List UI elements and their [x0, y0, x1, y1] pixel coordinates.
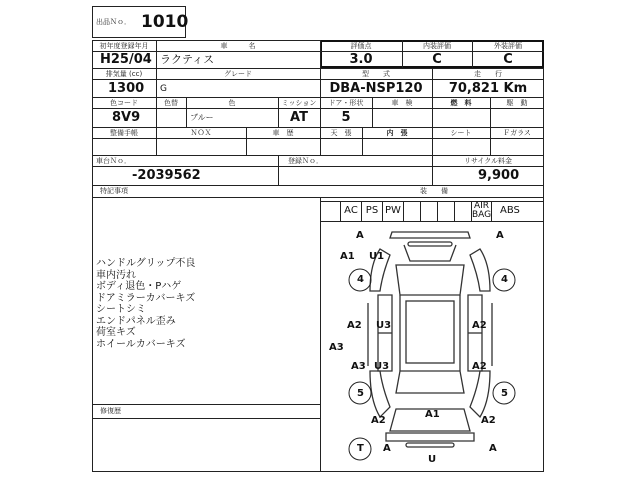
note-item: シートシミ — [96, 304, 146, 315]
equipment-cell — [421, 201, 438, 221]
interior-grade: C — [432, 52, 442, 67]
equipment-label: 装 備 — [420, 187, 448, 195]
damage-mark: A2 — [347, 320, 362, 331]
first-registration-label: 初年度登録年月 — [99, 42, 149, 50]
registration-number-label: 登録Ｎｏ． — [288, 157, 323, 165]
mileage-label: 走 行 — [474, 70, 502, 78]
fuel-label: 燃 料 — [450, 99, 472, 107]
interior-trim-label: 内 張 — [386, 129, 408, 137]
damage-mark: U1 — [369, 251, 385, 262]
damage-mark: A2 — [472, 361, 487, 372]
equipment-cell-airbag: AIR BAG — [472, 201, 492, 220]
note-item: ボディ退色・Pハゲ — [96, 281, 182, 292]
note-item: 荷室キズ — [96, 327, 136, 338]
headliner-label: 天 張 — [330, 129, 352, 137]
equipment-cell: PW — [383, 201, 404, 221]
recycle-fee-label: リサイクル料金 — [463, 157, 513, 165]
damage-mark: A3 — [351, 361, 366, 372]
damage-mark: T — [357, 443, 364, 454]
recycle-fee: 9,900 — [478, 168, 520, 183]
interior-grade-label: 内装評価 — [423, 42, 451, 50]
note-item: エンドパネル歪み — [96, 315, 176, 327]
service-book-label: 整備手帳 — [110, 129, 138, 137]
doors-label: ドア・形状 — [328, 99, 364, 107]
damage-mark: A — [383, 443, 391, 454]
grade: G — [160, 84, 167, 94]
color-code-label: 色コード — [110, 99, 138, 107]
damage-mark: A1 — [425, 409, 440, 420]
grade-label: グレード — [224, 70, 252, 78]
wheel-mark: 5 — [357, 388, 364, 399]
special-notes-list — [96, 258, 318, 350]
damage-mark: A — [356, 230, 364, 241]
color-change-label: 色替 — [164, 99, 178, 107]
drive-label: 駆 動 — [506, 99, 528, 107]
exterior-grade: C — [503, 52, 513, 67]
inspection-label: 車 検 — [391, 99, 413, 107]
damage-mark: U — [428, 454, 437, 465]
wheel-mark: 4 — [357, 274, 364, 285]
nox-label: ＮＯＸ — [190, 129, 212, 137]
equipment-cell: AC — [341, 201, 362, 221]
model-code-label: 型 式 — [362, 70, 390, 78]
lot-number: 1010 — [141, 12, 189, 32]
model-code: DBA-NSP120 — [329, 81, 423, 96]
windshield-label: Ｆガラス — [503, 129, 531, 137]
damage-mark: A — [489, 443, 497, 454]
car-name-label: 車 名 — [220, 42, 256, 50]
score-label: 評価点 — [350, 42, 372, 50]
damage-mark: A2 — [481, 415, 496, 426]
equipment-cell — [438, 201, 455, 221]
doors: 5 — [341, 110, 351, 125]
special-notes-label: 特記事項 — [100, 187, 128, 195]
mileage: 70,821 Km — [448, 81, 528, 96]
transmission: AT — [290, 110, 308, 125]
score: 3.0 — [349, 52, 373, 67]
exterior-grade-label: 外装評価 — [494, 42, 522, 50]
transmission-label: ミッション — [281, 99, 317, 107]
color-label: 色 — [228, 99, 236, 107]
note-item: ハンドルグリップ不良 — [96, 258, 196, 269]
first-registration: H25/04 — [100, 52, 152, 67]
displacement-label: 排気量 (cc) — [105, 70, 143, 78]
displacement: 1300 — [108, 81, 145, 96]
note-item: ホイールカバーキズ — [96, 338, 186, 350]
note-item: 車内汚れ — [96, 269, 136, 281]
damage-mark: A2 — [472, 320, 487, 331]
car-history-label: 車 歴 — [272, 129, 294, 137]
color-code: 8V9 — [112, 110, 141, 125]
color: ブルー — [190, 113, 214, 122]
damage-mark: U3 — [376, 320, 392, 331]
damage-mark: A — [496, 230, 504, 241]
seat-label: シート — [450, 129, 472, 137]
repair-history-label: 修復歴 — [100, 407, 121, 415]
damage-mark: A3 — [329, 342, 344, 353]
damage-mark: A2 — [371, 415, 386, 426]
car-name: ラクティス — [160, 53, 215, 66]
wheel-mark: 4 — [501, 274, 508, 285]
chassis-number: -2039562 — [132, 168, 201, 183]
equipment-cell: PS — [362, 201, 383, 221]
equipment-cell — [320, 201, 341, 221]
damage-mark: U3 — [374, 361, 390, 372]
lot-number-label: 出品Ｎｏ． — [96, 18, 131, 26]
chassis-number-label: 車台Ｎｏ． — [96, 157, 131, 165]
damage-mark: A1 — [340, 251, 355, 262]
equipment-cell — [455, 201, 472, 221]
equipment-cell: ABS — [500, 205, 520, 216]
equipment-cell — [404, 201, 421, 221]
note-item: ドアミラーカバーキズ — [96, 292, 196, 304]
wheel-mark: 5 — [501, 388, 508, 399]
